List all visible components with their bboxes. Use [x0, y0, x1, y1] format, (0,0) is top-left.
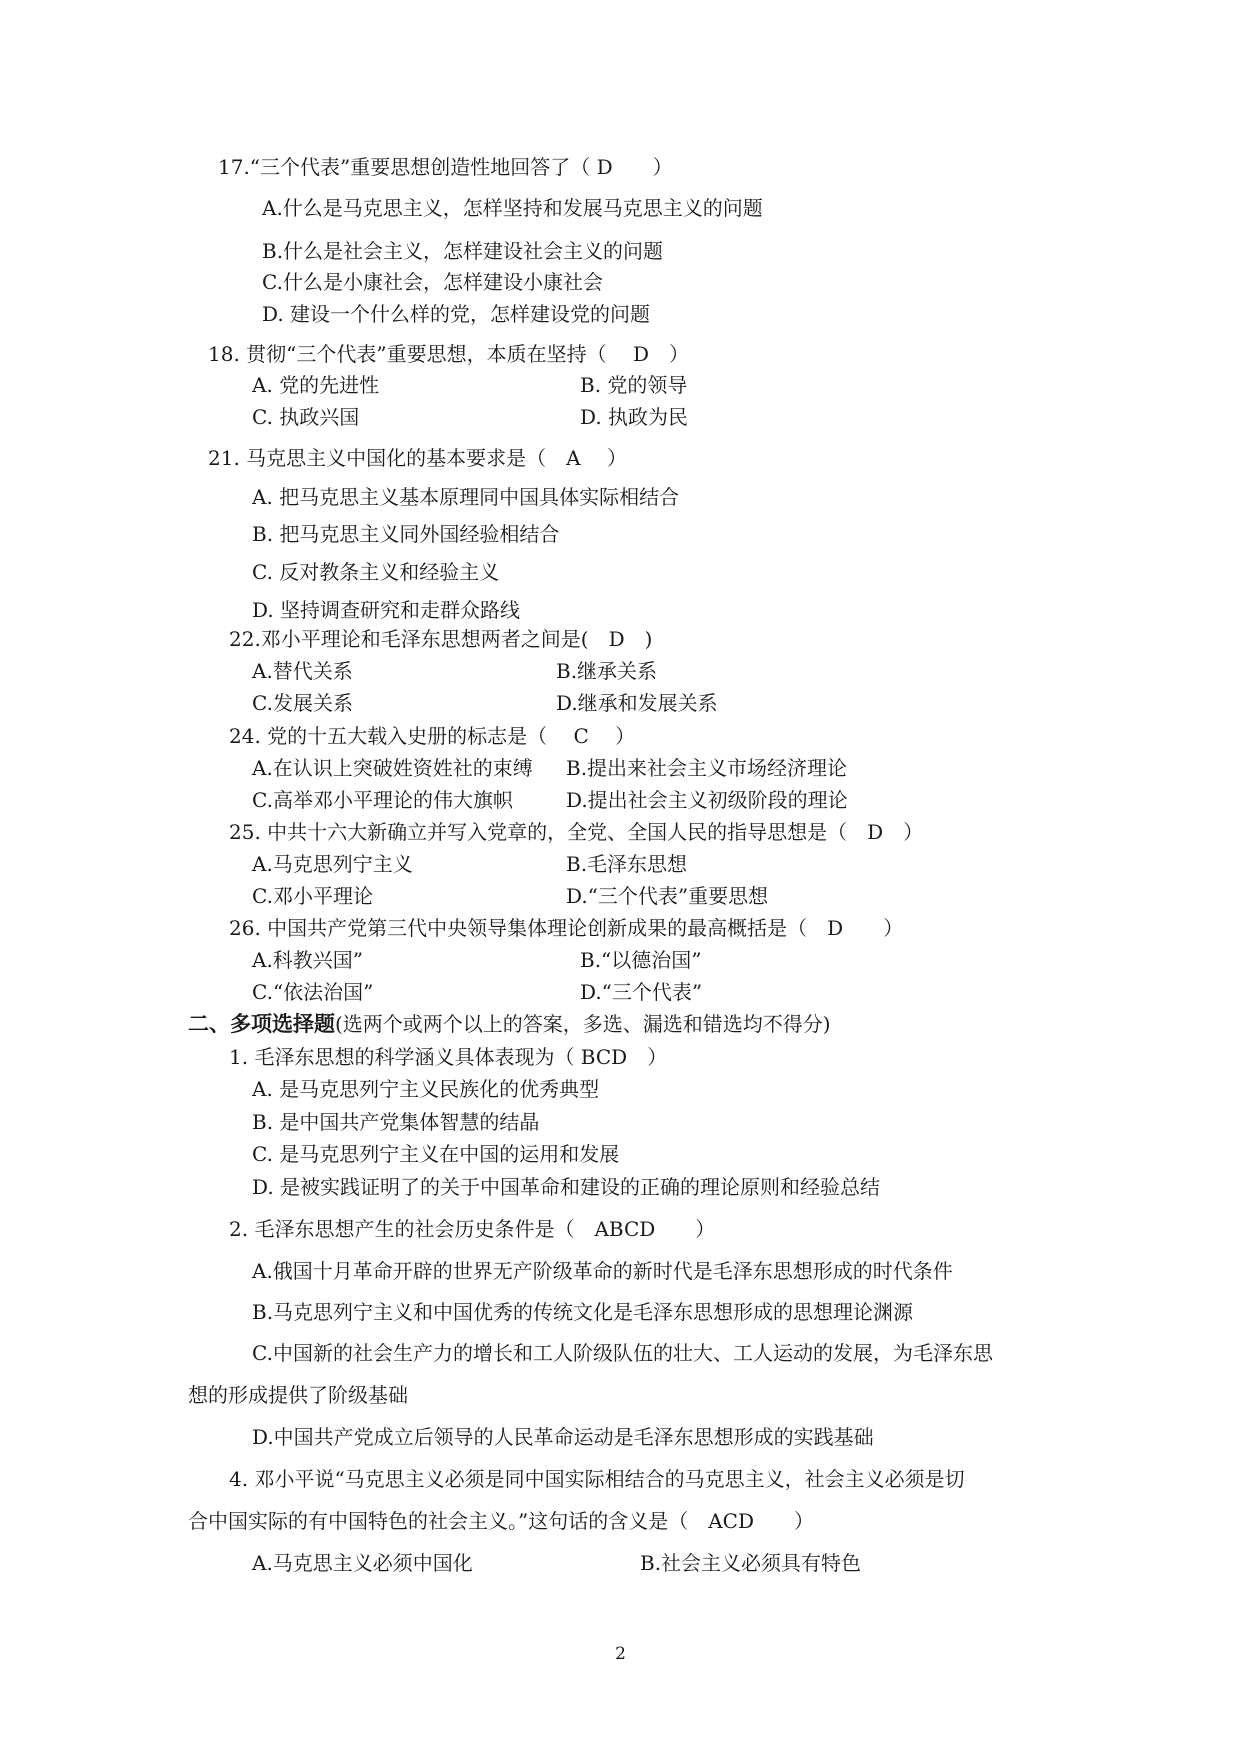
- option-a: A. 党的先进性: [252, 373, 380, 397]
- question-stem-continued: 合中国实际的有中国特色的社会主义。”这句话的含义是（ ACD ）: [188, 1509, 815, 1533]
- page-number: 2: [615, 1644, 626, 1664]
- option-b: B.社会主义必须具有特色: [640, 1551, 862, 1575]
- question-stem: 26. 中国共产党第三代中央领导集体理论创新成果的最高概括是（ D ）: [229, 916, 904, 940]
- option-a: A.什么是马克思主义，怎样坚持和发展马克思主义的问题: [262, 196, 763, 220]
- option-b: B.什么是社会主义，怎样建设社会主义的问题: [262, 239, 664, 263]
- option-c: C.中国新的社会生产力的增长和工人阶级队伍的壮大、工人运动的发展，为毛泽东思: [252, 1341, 993, 1365]
- option-d: D. 建设一个什么样的党，怎样建设党的问题: [262, 302, 651, 326]
- question-stem: 22.邓小平理论和毛泽东思想两者之间是( D ): [229, 627, 653, 651]
- section-note: (选两个或两个以上的答案，多选、漏选和错选均不得分): [335, 1012, 831, 1036]
- option-a: A.马克思主义必须中国化: [252, 1551, 473, 1575]
- option-c: C. 执政兴国: [252, 405, 360, 429]
- option-a: A.替代关系: [252, 659, 353, 683]
- option-a: A. 把马克思主义基本原理同中国具体实际相结合: [252, 485, 680, 509]
- question-stem: 4. 邓小平说“马克思主义必须是同中国实际相结合的马克思主义，社会主义必须是切: [229, 1467, 965, 1491]
- option-b: B.毛泽东思想: [566, 852, 688, 876]
- option-c-continued: 想的形成提供了阶级基础: [188, 1383, 408, 1407]
- option-c: C.“依法治国”: [252, 980, 374, 1004]
- option-d: D.“三个代表”: [580, 980, 703, 1004]
- option-d: D.继承和发展关系: [556, 691, 718, 715]
- option-b: B.继承关系: [556, 659, 658, 683]
- option-d: D. 是被实践证明了的关于中国革命和建设的正确的理论原则和经验总结: [252, 1175, 881, 1199]
- option-b: B. 把马克思主义同外国经验相结合: [252, 522, 560, 546]
- question-stem: 17.“三个代表”重要思想创造性地回答了（ D ）: [218, 155, 673, 179]
- option-b: B. 党的领导: [580, 373, 688, 397]
- option-b: B. 是中国共产党集体智慧的结晶: [252, 1110, 540, 1134]
- option-c: C.发展关系: [252, 691, 353, 715]
- question-stem: 24. 党的十五大载入史册的标志是（ C ）: [229, 724, 636, 748]
- question-stem: 25. 中共十六大新确立并写入党章的，全党、全国人民的指导思想是（ D ）: [229, 820, 924, 844]
- question-stem: 21. 马克思主义中国化的基本要求是（ A ）: [208, 446, 627, 470]
- question-stem: 1. 毛泽东思想的科学涵义具体表现为（ BCD ）: [229, 1045, 668, 1069]
- option-d: D.中国共产党成立后领导的人民革命运动是毛泽东思想形成的实践基础: [252, 1425, 874, 1449]
- option-c: C.高举邓小平理论的伟大旗帜: [252, 788, 513, 812]
- question-stem: 2. 毛泽东思想产生的社会历史条件是（ ABCD ）: [229, 1217, 716, 1241]
- option-a: A. 是马克思列宁主义民族化的优秀典型: [252, 1077, 600, 1101]
- option-b: B.马克思列宁主义和中国优秀的传统文化是毛泽东思想形成的思想理论渊源: [252, 1300, 914, 1324]
- option-b: B.提出来社会主义市场经济理论: [566, 756, 848, 780]
- option-d: D.提出社会主义初级阶段的理论: [566, 788, 848, 812]
- section-heading: [188, 1012, 831, 1036]
- option-a: A.科教兴国”: [252, 948, 364, 972]
- option-a: A.在认识上突破姓资姓社的束缚: [252, 756, 533, 780]
- option-c: C.邓小平理论: [252, 884, 373, 908]
- option-d: D. 坚持调查研究和走群众路线: [252, 598, 521, 622]
- section-title: 二、多项选择题: [188, 1011, 335, 1036]
- option-d: D. 执政为民: [580, 405, 689, 429]
- option-d: D.“三个代表”重要思想: [566, 884, 769, 908]
- option-c: C.什么是小康社会，怎样建设小康社会: [262, 270, 603, 294]
- option-c: C. 是马克思列宁主义在中国的运用和发展: [252, 1142, 620, 1166]
- option-c: C. 反对教条主义和经验主义: [252, 560, 500, 584]
- option-a: A.马克思列宁主义: [252, 852, 413, 876]
- question-stem: 18. 贯彻“三个代表”重要思想，本质在坚持（ D ）: [208, 342, 690, 366]
- option-b: B.“以德治国”: [580, 948, 702, 972]
- option-a: A.俄国十月革命开辟的世界无产阶级革命的新时代是毛泽东思想形成的时代条件: [252, 1259, 953, 1283]
